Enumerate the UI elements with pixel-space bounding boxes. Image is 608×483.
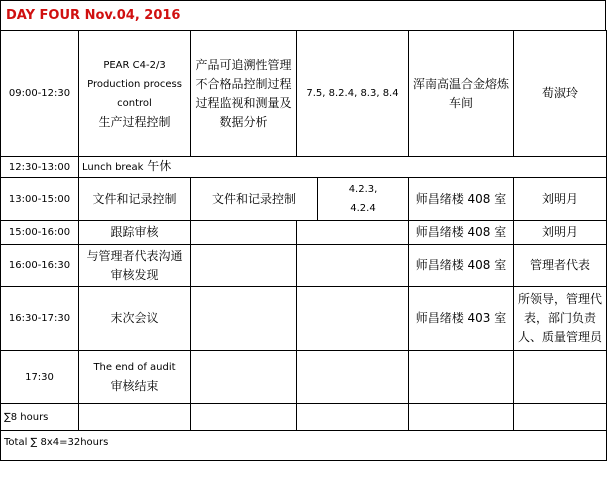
location-cell: 师昌绪楼 408 室 — [409, 245, 514, 287]
time-cell: 16:00-16:30 — [1, 245, 79, 287]
empty-cell — [79, 404, 191, 431]
clause-text: 4.2.3, 4.2.4 — [348, 184, 378, 214]
process-cell — [191, 178, 409, 221]
activity-cell: 与管理者代表沟通审核发现 — [79, 245, 191, 287]
lunch-cn: 午休 — [147, 159, 172, 173]
time-cell: 09:00-12:30 — [1, 31, 79, 157]
table-row — [1, 404, 607, 431]
hours-cell: ∑8 hours — [1, 404, 79, 431]
process-cell: 产品可追溯性管理 不合格品控制过程 过程监视和测量及数据分析 — [191, 31, 297, 157]
lunch-cell — [79, 157, 607, 178]
empty-cell — [297, 287, 409, 351]
time-cell: 17:30 — [1, 351, 79, 404]
empty-cell — [191, 351, 297, 404]
time-cell: 12:30-13:00 — [1, 157, 79, 178]
total-cell: Total ∑ 8x4=32hours — [1, 431, 607, 461]
empty-cell — [297, 245, 409, 287]
location-cell: 师昌绪楼 403 室 — [409, 287, 514, 351]
time-cell: 16:30-17:30 — [1, 287, 79, 351]
location-cell: 师昌绪楼 408 室 — [409, 178, 514, 221]
table-row — [1, 351, 607, 404]
lunch-en: Lunch break — [82, 162, 144, 173]
clause-cell: 7.5, 8.2.4, 8.3, 8.4 — [297, 31, 409, 157]
table-row — [1, 157, 607, 178]
table-row — [1, 431, 607, 461]
empty-cell — [191, 404, 297, 431]
activity-cell: 末次会议 — [79, 287, 191, 351]
activity-cell — [79, 351, 191, 404]
empty-cell — [514, 351, 607, 404]
table-row — [1, 31, 607, 157]
activity-code: PEAR C4-2/3 — [103, 59, 166, 71]
empty-cell — [191, 245, 297, 287]
empty-cell — [514, 404, 607, 431]
table-row — [1, 245, 607, 287]
person-cell: 管理者代表 — [514, 245, 607, 287]
empty-cell — [409, 404, 514, 431]
activity-en: Production process control — [87, 78, 182, 109]
time-cell: 15:00-16:00 — [1, 221, 79, 245]
location-cell: 师昌绪楼 408 室 — [409, 221, 514, 245]
empty-cell — [191, 221, 297, 245]
activity-cell: 文件和记录控制 — [79, 178, 191, 221]
day-title: DAY FOUR Nov.04, 2016 — [0, 0, 606, 30]
person-cell: 所领导，管理代表，部门负责人、质量管理员 — [514, 287, 607, 351]
empty-cell — [297, 221, 409, 245]
empty-cell — [297, 351, 409, 404]
time-cell: 13:00-15:00 — [1, 178, 79, 221]
end-cn: 审核结束 — [110, 379, 159, 393]
person-cell: 刘明月 — [514, 221, 607, 245]
empty-cell — [191, 287, 297, 351]
process-text: 文件和记录控制 — [191, 178, 318, 220]
empty-cell — [297, 404, 409, 431]
table-row — [1, 178, 607, 221]
location-cell: 浑南高温合金熔炼车间 — [409, 31, 514, 157]
empty-cell — [409, 351, 514, 404]
person-cell: 刘明月 — [514, 178, 607, 221]
end-en: The end of audit — [93, 362, 176, 373]
activity-cell — [79, 31, 191, 157]
table-row — [1, 287, 607, 351]
activity-cn: 生产过程控制 — [98, 114, 171, 129]
activity-cell: 跟踪审核 — [79, 221, 191, 245]
person-cell: 荀淑玲 — [514, 31, 607, 157]
table-row — [1, 221, 607, 245]
schedule-table — [0, 30, 607, 461]
